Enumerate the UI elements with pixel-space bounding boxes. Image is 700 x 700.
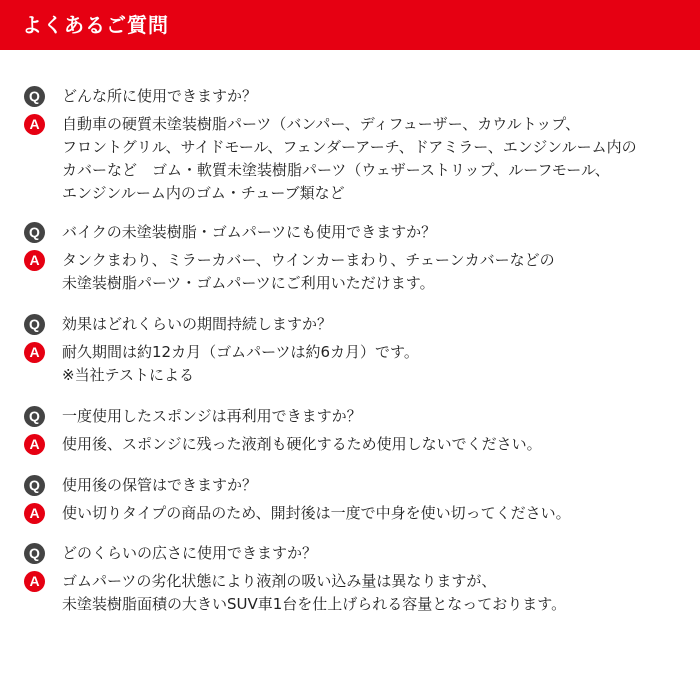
faq-answer-line: フロントグリル、サイドモール、フェンダーアーチ、ドアミラー、エンジンルーム内の [62, 138, 637, 156]
faq-answer-line: タンクまわり、ミラーカバー、ウインカーまわり、チェーンカバーなどの [62, 251, 555, 269]
faq-answer-line: 使用後、スポンジに残った液剤も硬化するため使用しないでください。 [62, 435, 542, 453]
faq-question: 効果はどれくらいの期間持続しますか？ [62, 315, 333, 333]
faq-item-3 [24, 313, 684, 387]
faq-answer-line: 耐久期間は約12カ月（ゴムパーツは約6カ月）です。 [62, 343, 419, 361]
faq-answer-line: カバーなど ゴム・軟質未塗装樹脂パーツ（ウェザーストリップ、ルーフモール、 [62, 161, 610, 179]
faq-question: 一度使用したスポンジは再利用できますか？ [62, 407, 362, 425]
answer-badge-icon: A [24, 503, 45, 524]
faq-answer-row [24, 113, 684, 205]
faq-question-row [24, 474, 684, 497]
faq-question: 使用後の保管はできますか？ [62, 476, 258, 494]
faq-item-5 [24, 474, 684, 525]
faq-answer-row [24, 341, 684, 387]
faq-question: どのくらいの広さに使用できますか？ [62, 544, 318, 562]
faq-item-1 [24, 85, 684, 205]
faq-question-row [24, 221, 684, 244]
faq-answer-line: エンジンルーム内のゴム・チューブ類など [62, 184, 345, 202]
faq-question: どんな所に使用できますか？ [62, 87, 258, 105]
page-title: よくあるご質問 [22, 13, 169, 37]
faq-item-2 [24, 221, 684, 295]
faq-answer-line: 未塗装樹脂パーツ・ゴムパーツにご利用いただけます。 [62, 274, 435, 292]
answer-badge-icon: A [24, 342, 45, 363]
question-badge-icon: Q [24, 406, 45, 427]
faq-answer-row [24, 249, 684, 295]
faq-item-6 [24, 542, 684, 616]
faq-item-4 [24, 405, 684, 456]
faq-question-row [24, 313, 684, 336]
faq-answer-row [24, 433, 684, 456]
question-badge-icon: Q [24, 314, 45, 335]
faq-answer-row [24, 502, 684, 525]
faq-question-row [24, 85, 684, 108]
question-badge-icon: Q [24, 475, 45, 496]
question-badge-icon: Q [24, 543, 45, 564]
question-badge-icon: Q [24, 86, 45, 107]
faq-answer-line: 自動車の硬質未塗装樹脂パーツ（バンパー、ディフューザー、カウルトップ、 [62, 115, 581, 133]
faq-answer-line: 未塗装樹脂面積の大きいSUV車1台を仕上げられる容量となっております。 [62, 595, 567, 613]
faq-question-row [24, 405, 684, 428]
question-badge-icon: Q [24, 222, 45, 243]
faq-question: バイクの未塗装樹脂・ゴムパーツにも使用できますか？ [62, 223, 437, 241]
faq-answer-line: ゴムパーツの劣化状態により液剤の吸い込み量は異なりますが、 [62, 572, 497, 590]
answer-badge-icon: A [24, 434, 45, 455]
answer-badge-icon: A [24, 114, 45, 135]
answer-badge-icon: A [24, 571, 45, 592]
faq-answer-line: 使い切りタイプの商品のため、開封後は一度で中身を使い切ってください。 [62, 504, 571, 522]
faq-answer-line: ※当社テストによる [62, 366, 194, 384]
faq-question-row [24, 542, 684, 565]
answer-badge-icon: A [24, 250, 45, 271]
faq-answer-row [24, 570, 684, 616]
